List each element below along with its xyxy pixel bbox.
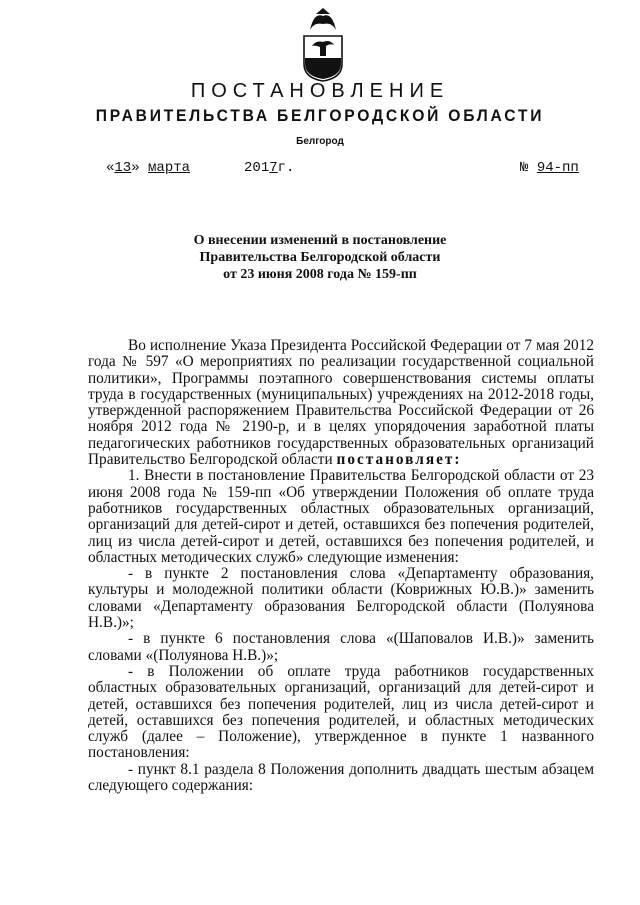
body-paragraph-4: - в пункте 6 постановления слова «(Шаповалов И.В.)» заменить словами «(Полуянова Н.В.)»; (88, 630, 594, 664)
document-heading (0, 232, 640, 283)
document-type-title: ПОСТАНОВЛЕНИЕ (190, 80, 450, 102)
heading-line-1: О внесении изменений в постановление (193, 233, 447, 248)
preamble-text: Во исполнение Указа Президента Российской Федерации от 7 мая 2012 года № 597 «О мероприятиях по реализации государственной социальной политики», Программы поэтапного совершенствования системы оплаты труда в государственных (муниципальных) учреждениях на 2012-2018 годы, утвержденной распоряжением Правительства Российской Федерации от 26 ноября 2012 года № 2190-р, и в целях упорядочения заработной платы педагогических работников государственных образовательных организаций Правительство Белгородской области (88, 337, 594, 469)
heading-line-3: от 23 июня 2008 года № 159-пп (223, 267, 417, 282)
number-prefix: № (520, 160, 529, 176)
date-day: 13 (114, 160, 132, 176)
date-month: марта (148, 160, 191, 176)
body-paragraph-1 (88, 338, 594, 468)
coat-of-arms-emblem (302, 6, 344, 82)
body-paragraph-2: 1. Внести в постановление Правительства Белгородской области от 23 июня 2008 года № 159-пп «Об утверждении Положения об оплате труда работников государственных областных образовательных организаций, организаций для детей-сирот и детей, оставшихся без попечения родителей, лиц из числа детей-сирот и детей, оставшихся без попечения родителей, и областных методических служб» следующие изменения: (88, 467, 594, 566)
body-paragraph-5: - в Положении об оплате труда работников государственных областных образовательных организаций, организаций для детей-сирот и детей, оставшихся без попечения родителей, лиц из числа детей-сирот и детей, оставшихся без попечения родителей, и областных методических служб (далее – Положение), утвержденное в пункте 1 названного постановления: (88, 662, 594, 762)
heading-line-2: Правительства Белгородской области (199, 250, 441, 265)
issuing-authority-title: ПРАВИТЕЛЬСТВА БЕЛГОРОДСКОЙ ОБЛАСТИ (95, 106, 545, 125)
body-paragraph-3: - в пункте 2 постановления слова «Департаменту образования, культуры и молодежной политики области (Коврижных Ю.В.)» заменить словами «Департаменту образования Белгородской области (Полуянова Н.В.)»; (88, 565, 594, 632)
document-body (88, 338, 594, 794)
city-name: Белгород (296, 136, 344, 147)
date-year-digit: 7 (269, 160, 278, 176)
number-value: 94-пп (536, 160, 579, 176)
body-paragraph-6: - пункт 8.1 раздела 8 Положения дополнить двадцать шестым абзацем следующего содержания: (88, 760, 594, 795)
document-number (520, 160, 579, 176)
date-year-suffix: г. (277, 160, 295, 176)
resolution-keyword: постановляет: (336, 451, 462, 469)
document-date: «13» марта 2017г. (106, 160, 295, 176)
date-year-prefix: 201 (244, 160, 270, 176)
